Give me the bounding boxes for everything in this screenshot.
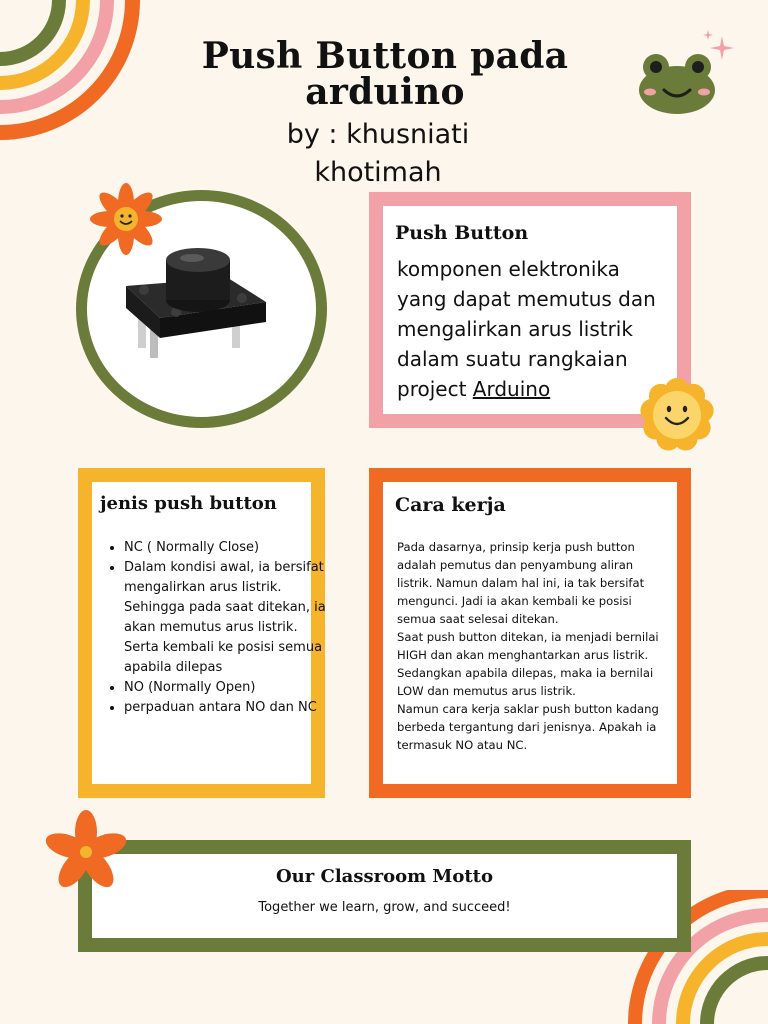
how-it-works-panel xyxy=(369,468,691,798)
list-item: • NO (Normally Open) xyxy=(124,678,329,698)
how-it-works-heading: Cara kerja xyxy=(395,494,506,516)
list-item: • NC ( Normally Close) xyxy=(124,538,329,558)
smiley-flower-icon xyxy=(86,182,166,256)
arduino-link[interactable]: Arduino xyxy=(472,377,551,401)
motto-panel xyxy=(78,840,691,952)
flower-icon xyxy=(40,808,132,896)
types-list xyxy=(106,538,329,718)
definition-body: komponen elektronika yang dapat memutus dan mengalirkan arus listrik dalam suatu rangkaian project xyxy=(397,257,656,401)
list-item: • Dalam kondisi awal, ia bersifat mengalirkan arus listrik. Sehingga pada saat ditekan, ia akan memutus arus listrik. Serta kembali ke posisi semua apabila dilepas xyxy=(124,558,329,678)
push-button-image xyxy=(120,238,270,378)
sparkle-icon xyxy=(700,28,738,66)
page-title: Push Button pada arduino xyxy=(201,35,569,113)
how-it-works-text: Pada dasarnya, prinsip kerja push button adalah pemutus dan penyambung aliran listrik. Namun dalam hal ini, ia tak bersifat mengunci. Jadi ia akan kembali ke posisi semua saat selesai ditekan. Saat push button ditekan, ia menjadi bernilai HIGH dan akan menghantarkan arus listrik. Sedangkan apabila dilepas, maka ia bernilai LOW dan memutus arus listrik. Namun cara kerja saklar push button kadang berbeda tergantung dari jenisnya. Apakah ia termasuk NO atau NC. xyxy=(397,540,659,752)
smiley-sun-icon xyxy=(636,376,718,454)
definition-heading: Push Button xyxy=(395,222,529,244)
author-byline: by : khusniati khotimah xyxy=(286,119,470,188)
definition-text xyxy=(397,254,665,404)
motto-text: Together we learn, grow, and succeed! xyxy=(258,900,511,915)
list-item: • perpaduan antara NO dan NC xyxy=(124,698,329,718)
types-heading: jenis push button xyxy=(100,493,277,514)
motto-heading: Our Classroom Motto xyxy=(276,866,493,887)
rainbow-top-left-icon xyxy=(0,0,150,145)
types-panel xyxy=(78,468,325,798)
